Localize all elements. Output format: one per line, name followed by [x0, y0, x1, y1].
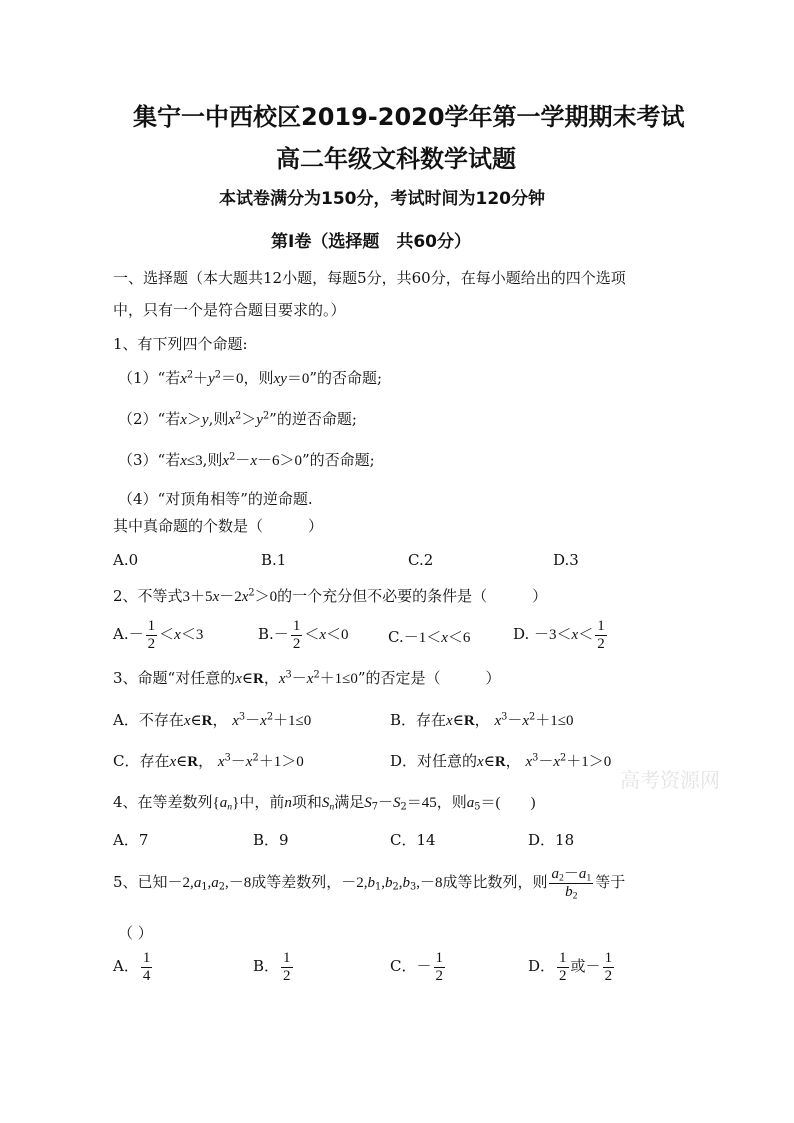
q3-option-d: D．对任意的x∈R， $x^3-x^2+1>0$: [390, 752, 612, 770]
q3-stem: 3、命题“对任意的x∈R，$x^3-x^2+1\le 0$”的否定是（ ）: [113, 669, 501, 687]
q5-option-d: D． $\frac{1}{2}$ 或－ $\frac{1}{2}$: [528, 950, 613, 984]
q2-option-c: C.－1＜x＜6: [388, 628, 471, 646]
q5-stem: 5、已知$-2,a_1,a_2,-8$成等差数列，$-2,b_1,b_2,b_3,-8$成等比数列，则 $\frac{a_2-a_1}{b_2}$ 等于: [113, 866, 626, 901]
q1-stem: 1、有下列四个命题:: [113, 335, 248, 353]
q1-proposition-2: （2）“若x＞y,则$x^2>y^2$”的逆否命题;: [118, 410, 357, 428]
q1-proposition-4: （4）“对顶角相等”的逆命题.: [118, 490, 313, 508]
q3-option-a: A．不存在x∈R， $x^3-x^2+1\le 0$: [113, 711, 312, 729]
q2-option-d: D. －3＜x＜ $\frac{1}{2}$: [513, 618, 605, 652]
q4-option-c: C．14: [390, 831, 436, 849]
q3-option-b: B．存在x∈R， $x^3-x^2+1\le 0$: [390, 711, 574, 729]
exam-title: 集宁一中西校区2019-2020学年第一学期期末考试: [133, 103, 685, 131]
q4-stem: 4、在等差数列$\{a_n\}$中，前n项和$S_n$满足$S_7-S_2=45$，则$a_5=$( ): [113, 793, 536, 813]
q1-proposition-3: （3）“若x≤3,则$x^2-x-6>0$”的否命题;: [118, 451, 375, 469]
q5-paren: （ ）: [118, 924, 153, 942]
q5-options: [113, 950, 713, 992]
instructions-line-1: 一、选择题（本大题共12小题，每题5分，共60分，在每小题给出的四个选项: [113, 269, 626, 287]
q5-option-a: A． $\frac{1}{4}$: [113, 950, 151, 984]
q4-option-a: A．7: [113, 831, 149, 849]
q3-option-c: C．存在x∈R， $x^3-x^2+1>0$: [113, 752, 304, 770]
q1-option-b: B.1: [261, 551, 287, 569]
q1-p2-label: （2）: [118, 410, 158, 428]
watermark: 高考资源网: [620, 768, 720, 792]
q1-option-a: A.0: [113, 551, 139, 569]
q1-option-d: D.3: [553, 551, 579, 569]
q1-proposition-1: （1）“若$x^2+y^2=0$，则xy＝0”的否命题;: [118, 369, 383, 387]
q1-option-c: C.2: [408, 551, 434, 569]
q4-option-d: D．18: [528, 831, 575, 849]
exam-subtitle: 高二年级文科数学试题: [276, 145, 516, 173]
q1-p3-label: （3）: [118, 451, 158, 469]
q1-p1-label: （1）: [118, 369, 158, 387]
q1-question: 其中真命题的个数是（ ）: [113, 517, 324, 535]
q2-stem: 2、不等式$3+5x-2x^2>0$的一个充分但不必要的条件是（ ）: [113, 587, 548, 605]
q5-option-b: B． $\frac{1}{2}$: [253, 950, 291, 984]
q2-option-a: A.－ $\frac{1}{2}$ ＜x＜3: [113, 618, 204, 652]
exam-info: 本试卷满分为150分，考试时间为120分钟: [219, 189, 545, 209]
section-heading: 第Ⅰ卷（选择题 共60分）: [271, 232, 471, 252]
q2-option-b: B.－ $\frac{1}{2}$ ＜x＜0: [258, 618, 349, 652]
q2-options: [113, 618, 713, 660]
q4-option-b: B．9: [253, 831, 289, 849]
q5-option-c: C．－ $\frac{1}{2}$: [390, 950, 443, 984]
instructions-line-2: 中，只有一个是符合题目要求的。）: [113, 301, 346, 319]
